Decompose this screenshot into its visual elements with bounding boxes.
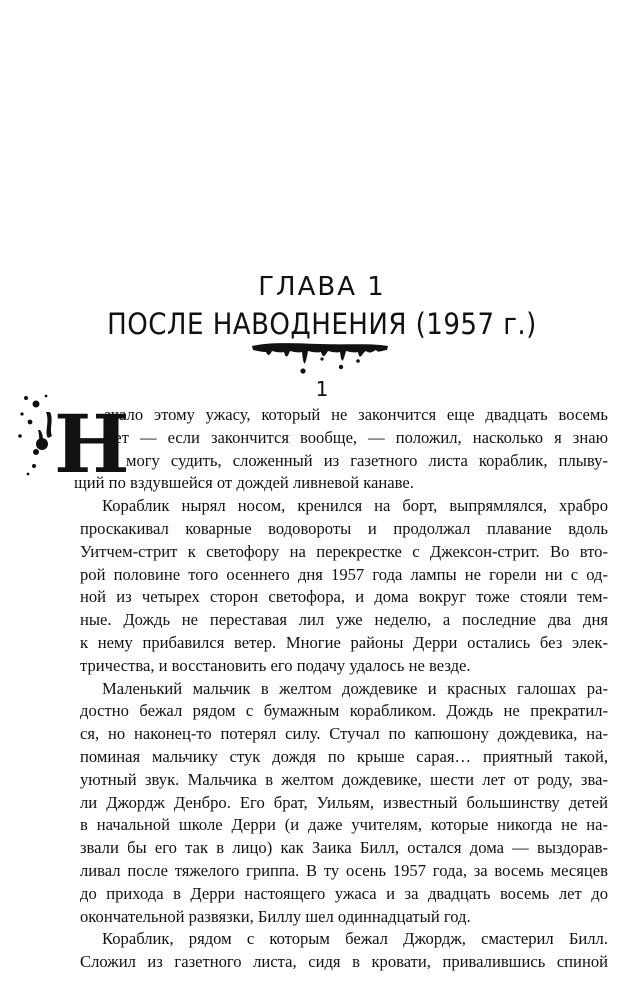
- text-line: и могу судить, сложенный из газетного листа кораблик, плыву-: [106, 450, 608, 470]
- section-number: 1: [315, 377, 329, 401]
- text-line: Кораблик, рядом с которым бежал Джордж, смастерил Билл.: [102, 929, 608, 949]
- text-line: лет — если закончится вообще, — положил, насколько я знаю: [106, 427, 608, 447]
- text-line: Кораблик нырял носом, кренился на борт, выпрямлялся, храбро: [102, 496, 608, 516]
- text-line: достно бежал рядом с бумажным корабликом. Дождь не прекратил-: [80, 701, 608, 721]
- text-line: уютный звук. Мальчика в желтом дождевике, шести лет от роду, зва-: [80, 769, 608, 789]
- text-line: ли Джордж Денбро. Его брат, Уильям, известный большинству детей: [80, 792, 608, 812]
- text-line: щий по вздувшейся от дождей ливневой канаве.: [74, 473, 414, 493]
- text-line: окончательной развязки, Биллу шел одиннадцатый год.: [80, 906, 471, 926]
- text-line: до прихода в Дерри настоящего ужаса и за двадцать восемь лет до: [80, 883, 608, 903]
- text-line: рой половине того осеннего дня 1957 года лампы не горели ни с од-: [80, 564, 608, 584]
- text-line: Уитчем-стрит к светофору на перекрестке с Джексон-стрит. Во вто-: [80, 541, 608, 561]
- text-line: ся, но наконец-то потерял силу. Стучал по капюшону дождевика, на-: [80, 724, 608, 744]
- text-line: ливал после тяжелого гриппа. В ту осень 1957 года, за восемь месяцев: [80, 860, 608, 880]
- text-line: ной из четырех сторон светофора, и дома вокруг тоже стояли тем-: [80, 587, 608, 607]
- text-line: в начальной школе Дерри (и даже учителям, которые никогда не на-: [80, 815, 608, 835]
- text-line: поминая мальчику стук дождя по крыше сарая… приятный такой,: [80, 746, 608, 766]
- dropcap-letter: Н: [54, 397, 130, 491]
- text-line: проскакивал коварные водовороты и продолжал плавание вдоль: [80, 518, 608, 538]
- text-line: ные. Дождь не переставая лил уже неделю, а последние два дня: [80, 610, 608, 630]
- text-line: ачало этому ужасу, который не закончится еще двадцать восемь: [104, 405, 608, 424]
- text-line: к нему прибавился ветер. Многие районы Дерри остались без элек-: [80, 632, 608, 652]
- chapter-label: ГЛАВА 1: [258, 272, 386, 302]
- text-line: Сложил из газетного листа, сидя в кровати, привалившись спиной: [80, 952, 608, 972]
- chapter-title: ПОСЛЕ НАВОДНЕНИЯ (1957 г.): [107, 307, 537, 341]
- text-line: Маленький мальчик в желтом дождевике и красных галошах ра-: [102, 678, 608, 698]
- body-text: [74, 404, 608, 974]
- text-line: звали бы его так в лицо) как Заика Билл, остался дома — выздорав-: [80, 838, 608, 858]
- blood-drip-ornament: [250, 340, 390, 376]
- text-line: тричества, и восстановить его подачу удалось не везде.: [80, 655, 471, 675]
